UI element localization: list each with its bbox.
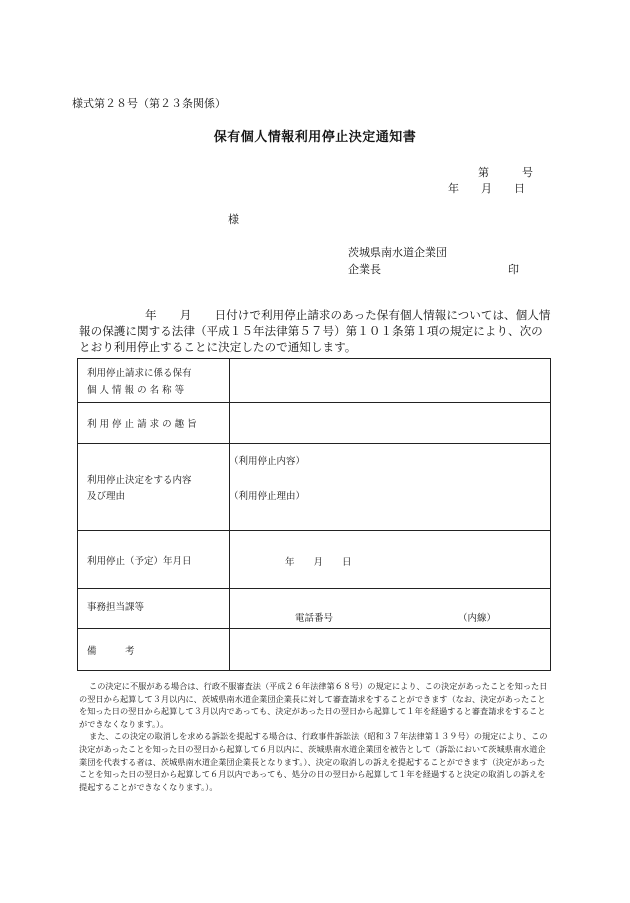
addressee: 様 xyxy=(228,213,239,226)
stop-reason-label: （利用停止理由） xyxy=(229,491,306,502)
form-number: 様式第２８号（第２３条関係） xyxy=(72,97,226,110)
value-remarks[interactable] xyxy=(230,629,551,671)
value-request-purpose[interactable] xyxy=(230,403,551,444)
table-row xyxy=(78,359,551,403)
body-paragraph xyxy=(79,307,553,355)
label-line: 個 人 情 報 の 名 称 等 xyxy=(87,385,185,396)
row-label-office: 事務担当課等 xyxy=(78,589,230,629)
stop-content-label: （利用停止内容） xyxy=(229,456,306,467)
row-label-stop-date: 利用停止（予定）年月日 xyxy=(78,531,230,589)
phone-label: 電話番号 xyxy=(295,613,334,624)
value-info-name[interactable] xyxy=(230,359,551,403)
table-row xyxy=(78,629,551,671)
decision-table xyxy=(77,358,551,671)
row-label-remarks: 備 考 xyxy=(78,629,230,671)
table-row xyxy=(78,444,551,531)
body-text: 年 月 日付けで利用停止請求のあった保有個人情報については、個人情報の保護に関する法律（平成１５年法律第５７号）第１０１条第１項の規定により、次のとおり利用停止することに決定したので通知します。 xyxy=(79,308,551,354)
stop-date-value: 年 月 日 xyxy=(285,557,352,568)
row-label-decision-content xyxy=(78,444,230,531)
extension-label: （内線） xyxy=(458,613,497,624)
document-date: 年 月 日 xyxy=(448,182,525,195)
seal-mark: 印 xyxy=(508,263,519,276)
label-line: 利用停止請求に係る保有 xyxy=(87,368,192,379)
issuer-organization: 茨城県南水道企業団 xyxy=(348,246,447,259)
notes-section xyxy=(79,680,553,793)
document-number: 第 号 xyxy=(478,166,533,179)
document-title: 保有個人情報利用停止決定通知書 xyxy=(213,130,417,145)
label-line: 及び理由 xyxy=(87,491,126,502)
issuer-title: 企業長 xyxy=(348,263,381,276)
row-label-request-purpose: 利 用 停 止 請 求 の 趣 旨 xyxy=(78,403,230,444)
note-lawsuit: また、この決定の取消しを求める訴訟を提起する場合は、行政事件訴訟法（昭和３７年法律第１３９号）の規定により、この決定があったことを知った日の翌日から起算して６月以内に、茨城県南水道企業団を被告として（訴訟において茨城県南水道企業団を代表する者は、茨城県南水道企業団企業長となります。）、決定の取消しの訴えを提起することができます（決定があったことを知った日の翌日から起算して６月以内であっても、処分の日の翌日から起算して１年を経過すると決定の取消しの訴えを提起することができなくなります。）。 xyxy=(79,731,548,792)
value-stop-date[interactable] xyxy=(230,531,551,589)
label-line: 利用停止決定をする内容 xyxy=(87,475,192,486)
note-appeal: この決定に不服がある場合は、行政不服審査法（平成２６年法律第６８号）の規定により、この決定があったことを知った日の翌日から起算して３月以内に、茨城県南水道企業団企業長に対して審査請求をすることができます（なお、決定があったことを知った日の翌日から起算して３月以内であっても、決定があった日の翌日から起算して１年を経過すると審査請求をすることができなくなります。）。 xyxy=(79,681,548,729)
value-office[interactable] xyxy=(230,589,551,629)
table-row xyxy=(78,403,551,444)
row-label-info-name xyxy=(78,359,230,403)
